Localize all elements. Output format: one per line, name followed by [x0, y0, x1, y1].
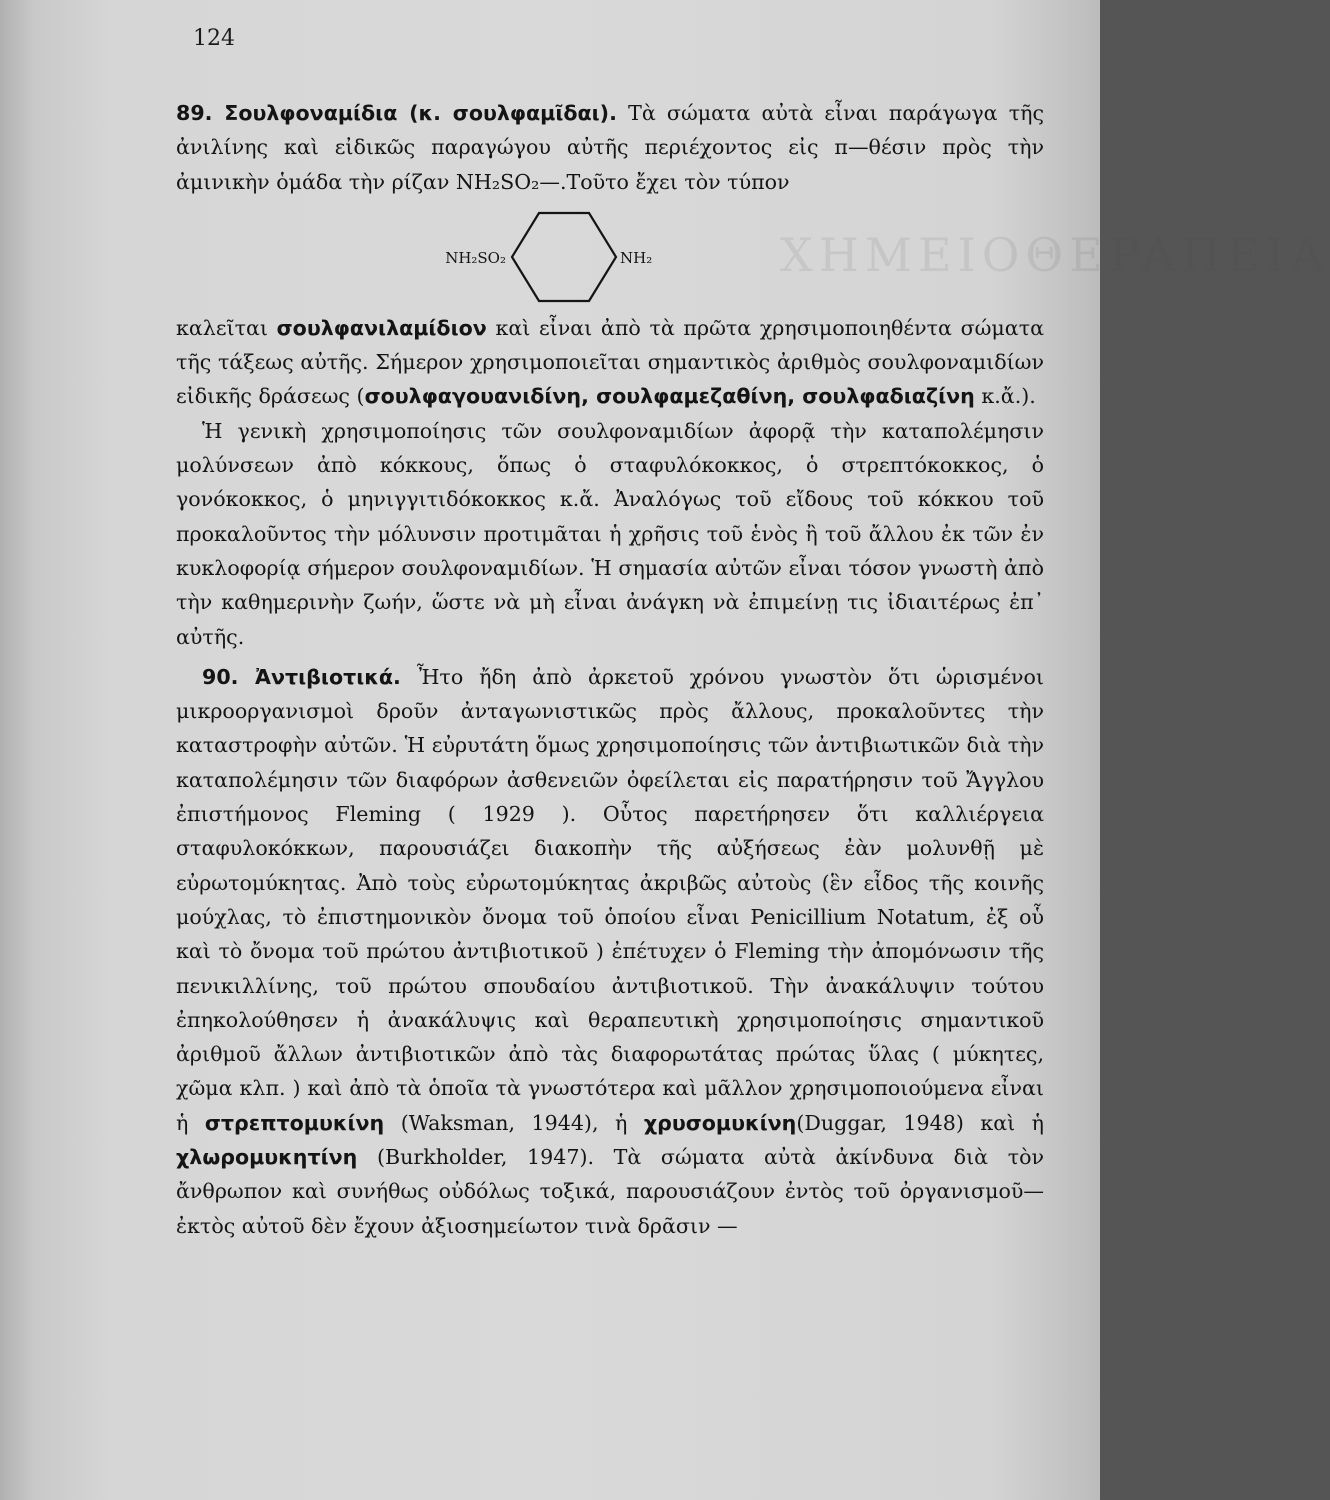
body-text: [176, 96, 1044, 1243]
text-run: (Duggar, 1948) καὶ ἡ: [796, 1110, 1044, 1135]
text-run: καλεῖται: [176, 315, 268, 340]
section-89-continuation: [176, 311, 1044, 414]
section-89-paragraph-2: Ἡ γενικὴ χρησιμοποίησις τῶν σουλφοναμιδίων ἀφορᾷ τὴν καταπολέμησιν μολύνσεων ἀπὸ κόκκους, ὅπως ὁ σταφυλόκοκκος, ὁ στρεπτόκοκκος, ὁ γονόκοκκος, ὁ μηνιγγιτιδόκοκκος κ.ἄ. Ἀναλόγως τοῦ εἴδους τοῦ κόκκου τοῦ προκαλοῦντος τὴν μόλυνσιν προτιμᾶται ἡ χρῆσις τοῦ ἑνὸς ἢ τοῦ ἄλλου ἐκ τῶν ἐν κυκλοφορίᾳ σήμερον σουλφοναμιδίων. Ἡ σημασία αὐτῶν εἶναι τόσον γνωστὴ ἀπὸ τὴν καθημερινὴν ζωήν, ὥστε νὰ μὴ εἶναι ἀνάγκη νὰ ἐπιμείνῃ τις ἰδιαιτέρως ἐπ᾽ αὐτῆς.: [176, 418, 1044, 649]
text-run: κ.ἄ.).: [981, 384, 1036, 409]
bold-sulfa-list: σουλφαγουανιδίνη, σουλφαμεζαθίνη, σουλφαδιαζίνη: [364, 384, 975, 409]
section-89-heading: 89. Σουλφοναμίδια (κ. σουλφαμῖδαι).: [176, 101, 617, 125]
show-through-text: XHMEIOΘEPAΠEIA: [780, 228, 1330, 282]
section-90-paragraph: [176, 660, 1044, 1243]
bold-sulfanilamide: σουλφανιλαμίδιον: [276, 315, 487, 340]
bold-chrysomycin: χρυσομυκίνη: [643, 1110, 797, 1135]
text-run: (Burkholder, 1947). Τὰ σώματα αὐτὰ ἀκίνδυνα διὰ τὸν ἄνθρωπον καὶ συνήθως οὐδόλως τοξικά, παρουσιάζουν ἐντὸς τοῦ ὀργανισμοῦ—ἐκτὸς αὐτοῦ δὲν ἔχουν ἀξιοσημείωτον τινὰ δρᾶσιν —: [176, 1145, 1044, 1238]
benzene-ring: [512, 213, 616, 301]
text-run: Ἦτο ἤδη ἀπὸ ἀρκετοῦ χρόνου γνωστὸν ὅτι ὡρισμένοι μικροοργανισμοὶ δροῦν ἀνταγωνιστικῶς πρὸς ἄλλους, προκαλοῦντες τὴν καταστροφὴν αὐτῶν. Ἡ εὐρυτάτη ὅμως χρησιμοποίησις τῶν ἀντιβιωτικῶν διὰ τὴν καταπολέμησιν τῶν διαφόρων ἀσθενειῶν ὀφείλεται εἰς παρατήρησιν τοῦ Ἄγγλου ἐπιστήμονος Fleming ( 1929 ). Οὗτος παρετήρησεν ὅτι καλλιέργεια σταφυλοκόκκων, παρουσιάζει διακοπὴν τῆς αὐξήσεως ἐὰν μολυνθῇ μὲ εὐρωτομύκητας. Ἀπὸ τοὺς εὐρωτομύκητας ἀκριβῶς αὐτοὺς (ἓν εἶδος τῆς κοινῆς μούχλας, τὸ ἐπιστημονικὸν ὄνομα τοῦ ὁποίου εἶναι Penicillium Notatum, ἐξ οὗ καὶ τὸ ὄνομα τοῦ πρώτου ἀντιβιοτικοῦ ) ἐπέτυχεν ὁ Fleming τὴν ἀπομόνωσιν τῆς πενικιλλίνης, τοῦ πρώτου σπουδαίου ἀντιβιοτικοῦ. Τὴν ἀνακάλυψιν τούτου ἐπηκολούθησεν ἡ ἀνακάλυψις καὶ θεραπευτικὴ χρησιμοποίησις σημαντικοῦ ἀριθμοῦ ἄλλων ἀντιβιοτικῶν ἀπὸ τὰς διαφορωτάτας πρώτας ὕλας ( μύκητες, χῶμα κλπ. ) καὶ ἀπὸ τὰ ὁποῖα τὰ γνωστότερα καὶ μᾶλλον χρησιμοποιούμενα εἶναι ἡ: [176, 664, 1044, 1135]
section-90-heading: 90. Ἀντιβιοτικά.: [202, 664, 401, 689]
benzene-ring-diagram: [326, 201, 746, 309]
section-89-intro: Τὰ σώματα αὐτὰ εἶναι παράγωγα τῆς ἀνιλίνης καὶ εἰδικῶς παραγώγου αὐτῆς περιέχοντος εἰς π—θέσιν πρὸς τὴν ἀμινικὴν ὁμάδα τὴν ρίζαν NH₂SO₂—.Τοῦτο ἔχει τὸν τύπον: [176, 101, 1045, 194]
text-run: καὶ εἶναι ἀπὸ τὰ πρῶτα χρησιμοποιηθέντα σώματα τῆς τάξεως αὐτῆς. Σήμερον χρησιμοποιεῖται σημαντικὸς ἀριθμὸς σουλφοναμιδίων εἰδικῆς δράσεως (: [176, 315, 1045, 409]
page-number: 124: [193, 26, 235, 51]
bold-chloromycetin: χλωρομυκητίνη: [176, 1145, 358, 1170]
section-89-paragraph: [176, 96, 1044, 199]
sulfanilamide-formula: [176, 201, 1044, 311]
formula-right-group: NH₂: [620, 248, 653, 267]
formula-left-group: NH₂SO₂: [445, 248, 506, 267]
bold-streptomycin: στρεπτομυκίνη: [204, 1110, 385, 1135]
text-run: (Waksman, 1944), ἡ: [400, 1110, 628, 1135]
